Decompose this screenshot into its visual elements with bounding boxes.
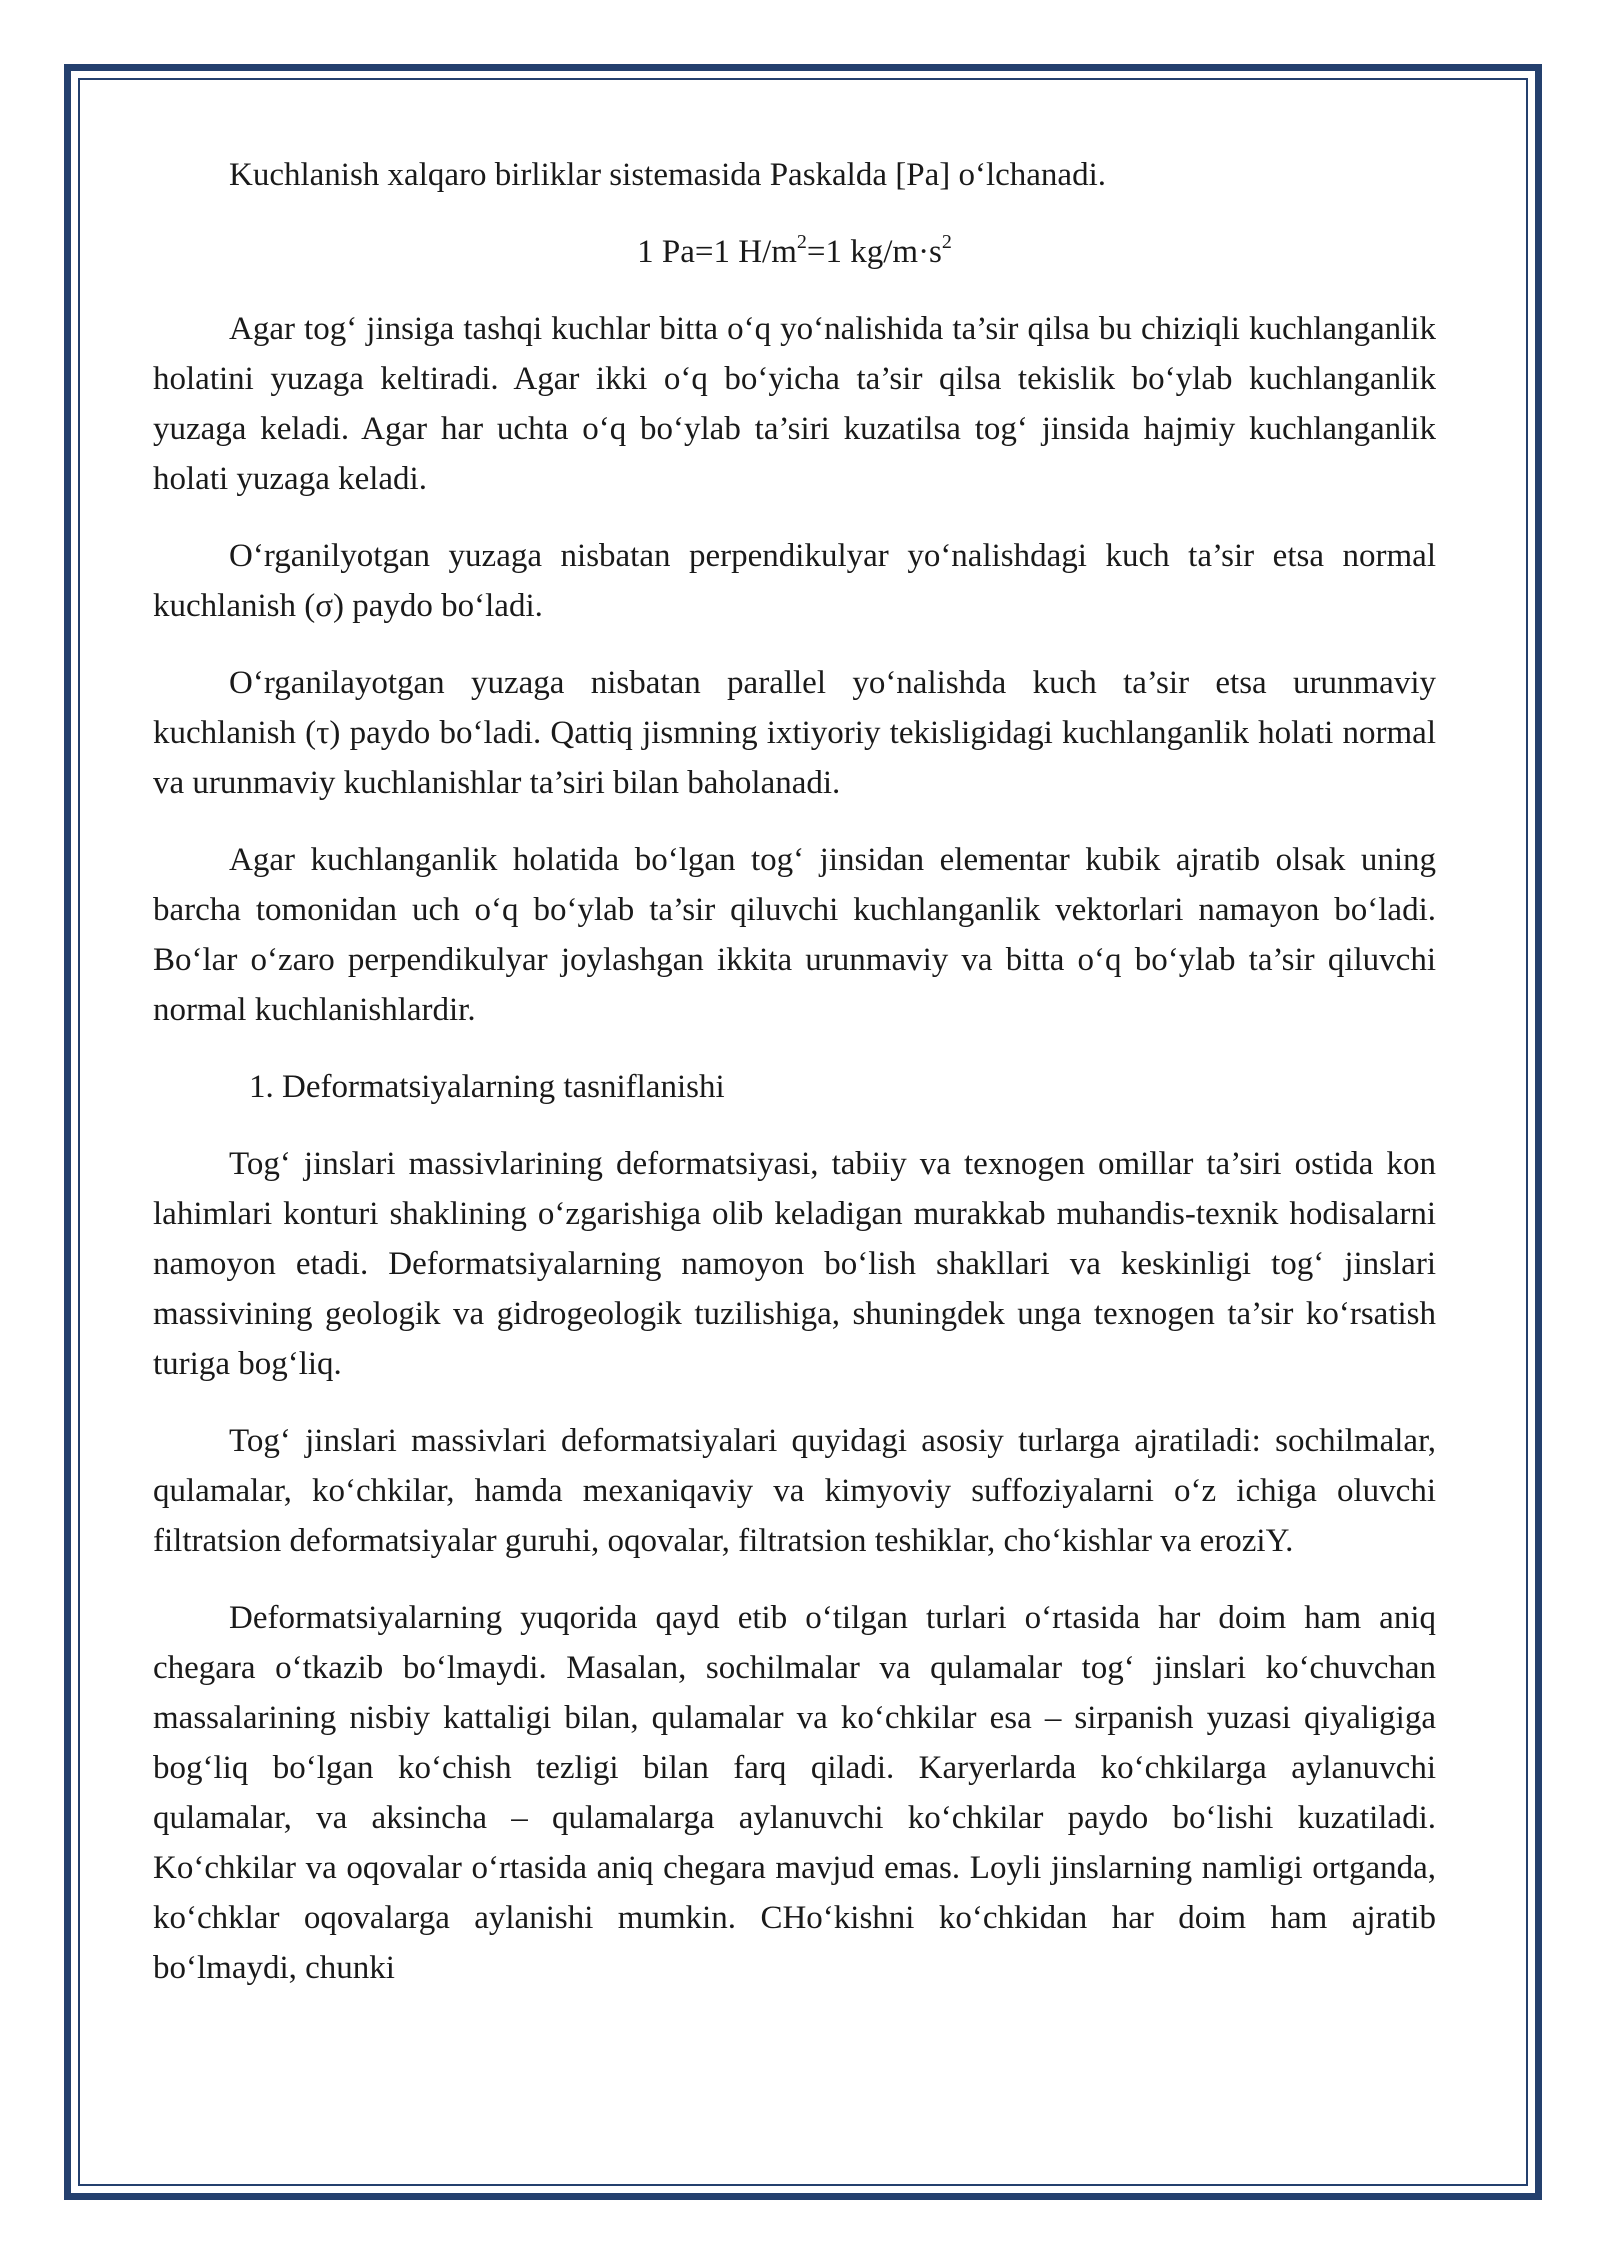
paragraph-stress-states: Agar tog‘ jinsiga tashqi kuchlar bitta o‘q yo‘nalishida ta’sir qilsa bu chiziqli kuchlanganlik holatini yuzaga keltiradi. Agar ikki o‘q bo‘yicha ta’sir qilsa tekislik bo‘ylab kuchlanganlik yuzaga keladi. Agar har uchta o‘q bo‘ylab ta’siri kuzatilsa tog‘ jinsida hajmiy kuchlanganlik holati yuzaga keladi. — [153, 311, 1436, 497]
section-heading: 1. Deformatsiyalarning tasniflanishi — [249, 1069, 725, 1105]
paragraph-deformation-boundaries: Deformatsiyalarning yuqorida qayd etib o‘tilgan turlari o‘rtasida har doim ham aniq chegara o‘tkazib bo‘lmaydi. Masalan, sochilmalar va qulamalar tog‘ jinslari ko‘chuvchan massalarining nisbiy kattaligi bilan, qulamalar va ko‘chkilar esa – sirpanish yuzasi qiyaligiga bog‘liq bo‘lgan ko‘chish tezligi bilan farq qiladi. Karyerlarda ko‘chkilarga aylanuvchi qulamalar, va aksincha – qulamalarga aylanuvchi ko‘chkilar paydo bo‘lishi kuzatiladi. Ko‘chkilar va oqovalar o‘rtasida aniq chegara mavjud emas. Loyli jinslarning namligi ortganda, ko‘chklar oqovalarga aylanishi mumkin. CHo‘kishni ko‘chkidan har doim ham ajratib bo‘lmaydi, chunki — [153, 1600, 1436, 1986]
paragraph-shear-stress: O‘rganilayotgan yuzaga nisbatan parallel yo‘nalishda kuch ta’sir etsa urunmaviy kuchlanish (τ) paydo bo‘ladi. Qattiq jismning ixtiyoriy tekisligidagi kuchlanganlik holati normal va urunmaviy kuchlanishlar ta’siri bilan baholanadi. — [153, 665, 1436, 801]
paragraph-rock-deformation: Tog‘ jinslari massivlarining deformatsiyasi, tabiiy va texnogen omillar ta’siri ostida kon lahimlari konturi shaklining o‘zgarishiga olib keladigan murakkab muhandis-texnik hodisalarni namoyon etadi. Deformatsiyalarning namoyon bo‘lish shakllari va keskinligi tog‘ jinslari massivining geologik va gidrogeologik tuzilishiga, shuningdek unga texnogen ta’sir ko‘rsatish turiga bog‘liq. — [153, 1146, 1436, 1382]
paragraph-pascal-unit: Kuchlanish xalqaro birliklar sistemasida Paskalda [Pa] o‘lchanadi. — [229, 157, 1106, 193]
formula-exponent-2: 2 — [941, 231, 952, 253]
document-body — [153, 150, 1436, 2020]
paragraph-deformation-types: Tog‘ jinslari massivlari deformatsiyalari quyidagi asosiy turlarga ajratiladi: sochilmalar, qulamalar, ko‘chkilar, hamda mexaniqaviy va kimyoviy suffoziyalarni o‘z ichiga oluvchi filtratsion deformatsiyalar guruhi, oqovalar, filtratsion teshiklar, cho‘kishlar va eroziY. — [153, 1423, 1436, 1559]
paragraph-normal-stress: O‘rganilyotgan yuzaga nisbatan perpendikulyar yo‘nalishdagi kuch ta’sir etsa normal kuchlanish (σ) paydo bo‘ladi. — [153, 538, 1436, 624]
paragraph-elementary-cube: Agar kuchlanganlik holatida bo‘lgan tog‘ jinsidan elementar kubik ajratib olsak uning barcha tomonidan uch o‘q bo‘ylab ta’sir qiluvchi kuchlanganlik vektorlari namayon bo‘ladi. Bo‘lar o‘zaro perpendikulyar joylashgan ikkita urunmaviy va bitta o‘q bo‘ylab ta’sir qiluvchi normal kuchlanishlardir. — [153, 842, 1436, 1028]
formula-pascal — [153, 227, 1436, 277]
formula-part-1: 1 Pa=1 H/m — [637, 234, 797, 270]
formula-exponent-1: 2 — [796, 231, 807, 253]
formula-part-2: =1 kg/m·s — [806, 234, 942, 270]
